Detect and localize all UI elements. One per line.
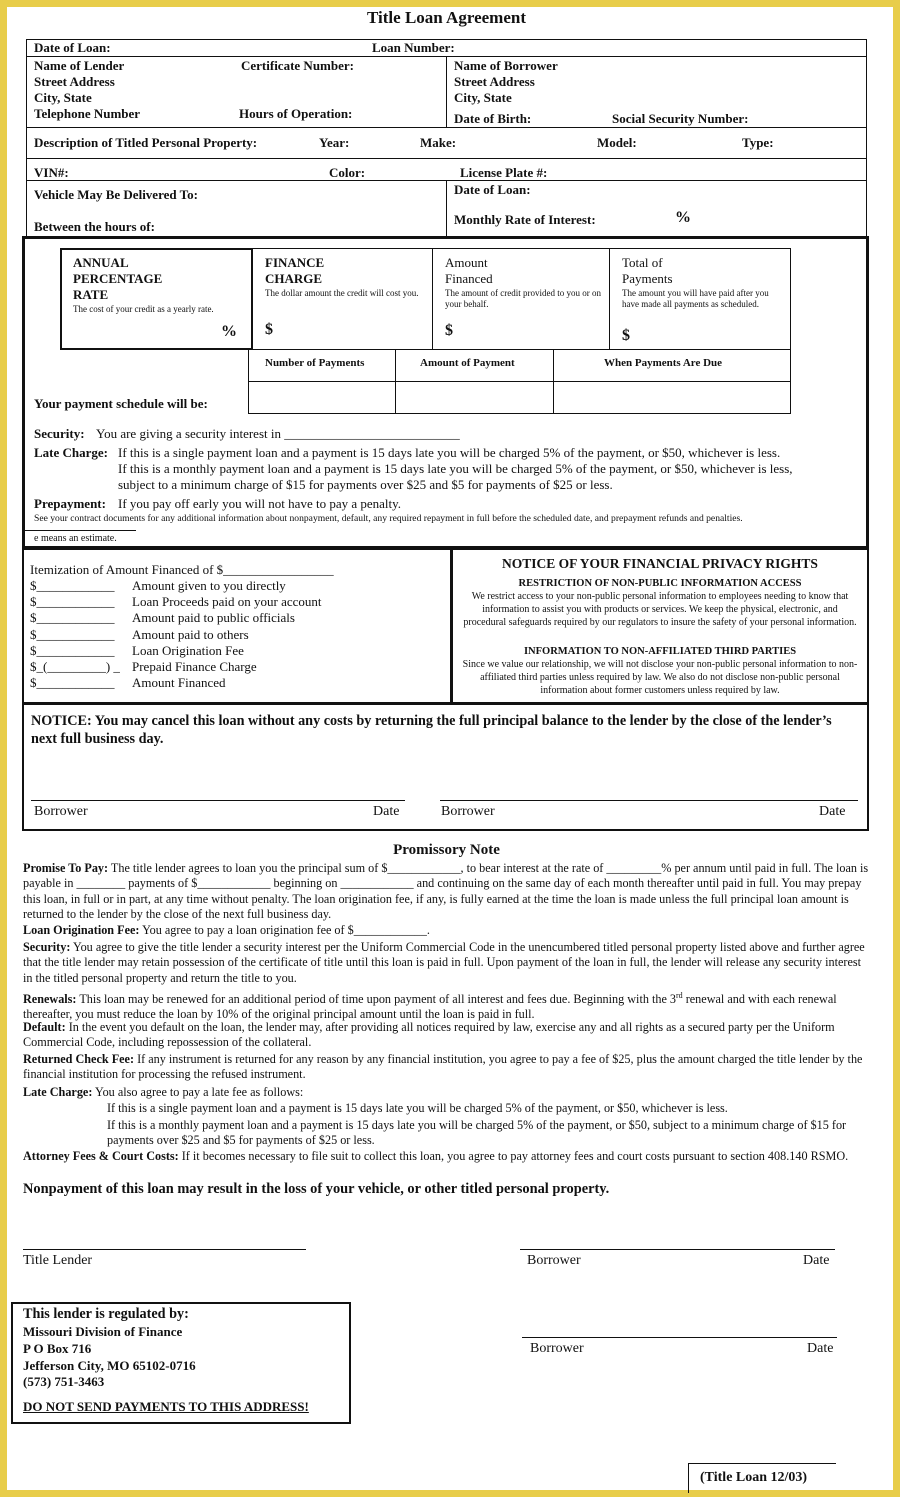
col-number-payments: Number of Payments	[265, 357, 365, 369]
itemization-amount: $____________	[30, 594, 115, 610]
apr-title-2: PERCENTAGE	[73, 271, 163, 286]
itemization-amount: $____________	[30, 626, 115, 642]
late-charge-clause	[23, 1085, 869, 1100]
privacy-title: NOTICE OF YOUR FINANCIAL PRIVACY RIGHTS	[502, 556, 818, 571]
itemization-label: Loan Proceeds paid on your account	[132, 594, 322, 610]
see-contract-text: See your contract documents for any additional information about nonpayment, default, any required repayment in full before the scheduled date, and prepayment refunds and penalties.	[34, 513, 743, 524]
notice-borrower-2: Borrower	[441, 804, 495, 819]
itemization-label: Prepaid Finance Charge	[132, 659, 257, 674]
form-id: (Title Loan 12/03)	[700, 1470, 808, 1485]
page-title: Title Loan Agreement	[367, 8, 526, 27]
itemization-amount: $____________	[30, 642, 115, 658]
description-label: Description of Titled Personal Property:	[34, 135, 258, 150]
itemization-amount: $____________	[30, 675, 115, 691]
notice-date-1: Date	[373, 804, 400, 819]
col-when-due: When Payments Are Due	[604, 357, 723, 369]
security-clause-label: Security:	[23, 940, 71, 954]
privacy-text-1: We restrict access to your non-public personal information to employees needing to know that information to assist you with products or services. We keep the physical, electronic, and procedural safeguards required by our regulators to insure the safety of your personal information.	[463, 591, 857, 628]
sig-date-2: Date	[807, 1341, 834, 1356]
privacy-sub-2: INFORMATION TO NON-AFFILIATED THIRD PARTIES	[523, 646, 797, 657]
certificate-number-label: Certificate Number:	[241, 58, 354, 73]
returned-check-label: Returned Check Fee:	[23, 1052, 135, 1066]
privacy-text-2: Since we value our relationship, we will not disclose your non-public personal information to non-affiliated third parties unless required by law. We also do not disclose non-public personal information about former customers unless required by law.	[462, 659, 858, 696]
security-clause-text: You agree to give the title lender a security interest per the Uniform Commercial Code in the unencumbered titled personal property listed above and further agree that the title lender may retain possession of the certificate of title until this loan is paid in full. Upon payment of the loan in full, the lender will release any security interest in the titled personal property and return the title to you.	[23, 940, 865, 985]
itemization-amount: $____________	[30, 610, 115, 626]
estimate-note: e means an estimate.	[34, 533, 117, 544]
af-description: The amount of credit provided to you or on your behalf.	[445, 288, 601, 309]
delivered-to-label: Vehicle May Be Delivered To:	[34, 187, 198, 202]
sig-date-1: Date	[803, 1253, 830, 1268]
renewals-sup: rd	[676, 991, 683, 1000]
itemization-label: Loan Origination Fee	[132, 642, 244, 658]
prepayment-label: Prepayment:	[34, 496, 106, 511]
ssn-label: Social Security Number:	[612, 111, 749, 126]
default-label: Default:	[23, 1020, 66, 1034]
lender-city-label: City, State	[34, 90, 92, 105]
apr-title-3: RATE	[73, 287, 109, 302]
apr-title-1: ANNUAL	[73, 255, 129, 270]
tp-title-1: Total of	[622, 255, 663, 270]
itemization-label: Amount Financed	[132, 675, 226, 691]
model-label: Model:	[597, 135, 637, 150]
borrower-name-label: Name of Borrower	[454, 58, 558, 73]
hours-of-operation-label: Hours of Operation:	[239, 106, 353, 121]
date-of-loan-label: Date of Loan:	[34, 40, 111, 55]
fc-title-1: FINANCE	[265, 255, 325, 270]
loan-number-label: Loan Number:	[372, 40, 455, 55]
prepayment-text: If you pay off early you will not have to pay a penalty.	[118, 496, 402, 511]
privacy-sub-1: RESTRICTION OF NON-PUBLIC INFORMATION ACCESS	[518, 578, 802, 589]
late-clause-line-1: If this is a single payment loan and a payment is 15 days late you will be charged 5% of the payment, or $50, whichever is less.	[107, 1101, 728, 1115]
attorney-fees-label: Attorney Fees & Court Costs:	[23, 1149, 179, 1163]
fc-dollar: $	[265, 321, 273, 338]
regulator-line-2: Missouri Division of Finance	[23, 1324, 183, 1339]
late-charge-line-3: subject to a minimum charge of $15 for payments over $25 and $5 for payments of $25 or less.	[118, 477, 613, 492]
tp-dollar: $	[622, 327, 630, 344]
origination-text: You agree to pay a loan origination fee of $____________.	[142, 923, 430, 937]
security-label: Security:	[34, 426, 85, 441]
regulator-line-1: This lender is regulated by:	[23, 1306, 189, 1322]
promissory-title: Promissory Note	[393, 842, 500, 858]
attorney-fees-text: If it becomes necessary to file suit to collect this loan, you agree to pay attorney fees and court costs pursuant to section 408.140 RSMO.	[181, 1149, 849, 1163]
color-label: Color:	[329, 165, 366, 180]
monthly-rate-percent: %	[675, 209, 691, 226]
type-label: Type:	[742, 135, 774, 150]
notice-borrower-1: Borrower	[34, 804, 88, 819]
date-of-birth-label: Date of Birth:	[454, 111, 532, 126]
promise-to-pay	[23, 861, 869, 923]
regulator-warning: DO NOT SEND PAYMENTS TO THIS ADDRESS!	[23, 1399, 309, 1414]
lender-name-label: Name of Lender	[34, 58, 125, 73]
attorney-fees-clause	[23, 1149, 869, 1164]
sig-borrower-2: Borrower	[530, 1341, 584, 1356]
itemization-title: Itemization of Amount Financed of $_________________	[30, 562, 334, 577]
itemization-label: Amount given to you directly	[132, 578, 286, 593]
af-dollar: $	[445, 322, 453, 339]
lender-phone-label: Telephone Number	[34, 106, 141, 121]
late-clause-line-2: If this is a monthly payment loan and a payment is 15 days late you will be charged 5% of the payment, or $50, subject to a minimum charge of $15 for payments over $25 and $5 for payments of $25 or less.	[107, 1118, 847, 1148]
regulator-line-5: (573) 751-3463	[23, 1374, 105, 1389]
apr-percent: %	[221, 323, 237, 340]
returned-check-text: If any instrument is returned for any reason by any financial institution, you agree to pay a fee of $25, plus the amount charged the title lender by the financial institution for processing the refused instrument.	[23, 1052, 863, 1082]
renewals-text-b: renewal and with each renewal thereafter, you must reduce the loan by 10% of the original principal amount until the loan is paid in full.	[23, 992, 837, 1022]
notice-text: NOTICE: You may cancel this loan without any costs by returning the full principal balance to the lender by the close of the lender’s next full business day.	[31, 713, 832, 747]
monthly-rate-label: Monthly Rate of Interest:	[454, 212, 596, 227]
regulator-line-3: P O Box 716	[23, 1341, 92, 1356]
regulator-line-4: Jefferson City, MO 65102-0716	[23, 1358, 196, 1373]
itemization-label: Amount paid to public officials	[132, 610, 295, 626]
license-plate-label: License Plate #:	[460, 165, 548, 180]
lender-street-label: Street Address	[34, 74, 115, 89]
tp-title-2: Payments	[622, 271, 673, 286]
itemization-amount: $____________	[30, 578, 115, 593]
security-text: You are giving a security interest in ___________________________	[96, 426, 460, 441]
col-amount-payment: Amount of Payment	[420, 357, 515, 369]
af-title-1: Amount	[445, 255, 488, 270]
late-charge-line-2: If this is a monthly payment loan and a payment is 15 days late you will be charged 5% of the payment, or $50, whichever is less,	[118, 461, 793, 476]
returned-check-clause	[23, 1052, 869, 1083]
fc-description: The dollar amount the credit will cost you.	[265, 288, 419, 298]
late-charge-line-1: If this is a single payment loan and a payment is 15 days late you will be charged 5% of the payment, or $50, whichever is less.	[118, 445, 781, 460]
fc-title-2: CHARGE	[265, 271, 323, 286]
sig-borrower-1: Borrower	[527, 1253, 581, 1268]
renewals-clause	[23, 988, 869, 1023]
tp-description: The amount you will have paid after you have made all payments as scheduled.	[622, 288, 769, 309]
apr-description: The cost of your credit as a yearly rate.	[73, 304, 214, 314]
promise-label: Promise To Pay:	[23, 861, 109, 875]
make-label: Make:	[420, 135, 457, 150]
year-label: Year:	[319, 135, 350, 150]
notice-date-2: Date	[819, 804, 846, 819]
late-clause-label: Late Charge:	[23, 1085, 93, 1099]
itemization-label: Amount paid to others	[132, 626, 249, 642]
borrower-street-label: Street Address	[454, 74, 535, 89]
between-hours-label: Between the hours of:	[34, 219, 155, 234]
origination-fee	[23, 923, 869, 938]
nonpayment-warning: Nonpayment of this loan may result in the loss of your vehicle, or other titled personal property.	[23, 1181, 610, 1197]
default-text: In the event you default on the loan, the lender may, after providing all notices required by law, exercise any and all rights as a secured party per the Uniform Commercial Code, including repossession of the collateral.	[23, 1020, 835, 1050]
vin-label: VIN#:	[34, 165, 69, 180]
renewals-text-a: This loan may be renewed for an additional period of time upon payment of all interest and fees due. Beginning with the 3	[79, 992, 676, 1007]
date-of-loan-2-label: Date of Loan:	[454, 182, 531, 197]
late-clause-text: You also agree to pay a late fee as follows:	[95, 1085, 304, 1099]
schedule-label: Your payment schedule will be:	[34, 396, 208, 411]
late-charge-label: Late Charge:	[34, 445, 109, 460]
promise-text: The title lender agrees to loan you the principal sum of $____________, to bear interest at the rate of _________% per annum until paid in full. The loan is payable in ________ payments of $____________ beginning on ____________ and continuing on the same day of each month thereafter until paid in full. You may prepay this loan, in full or in part, at any time without penalty. The loan origination fee, if any, is fully earned at the time the loan is made unless the full principal loan amount is returned to the lender by the close of the next full business day.	[23, 861, 869, 922]
itemization-amount: $_(_________) _	[30, 659, 120, 674]
borrower-city-label: City, State	[454, 90, 512, 105]
security-clause	[23, 940, 869, 986]
af-title-2: Financed	[445, 271, 493, 286]
default-clause	[23, 1020, 869, 1051]
origination-label: Loan Origination Fee:	[23, 923, 140, 937]
renewals-label: Renewals:	[23, 992, 77, 1007]
sig-title-lender: Title Lender	[23, 1253, 93, 1268]
